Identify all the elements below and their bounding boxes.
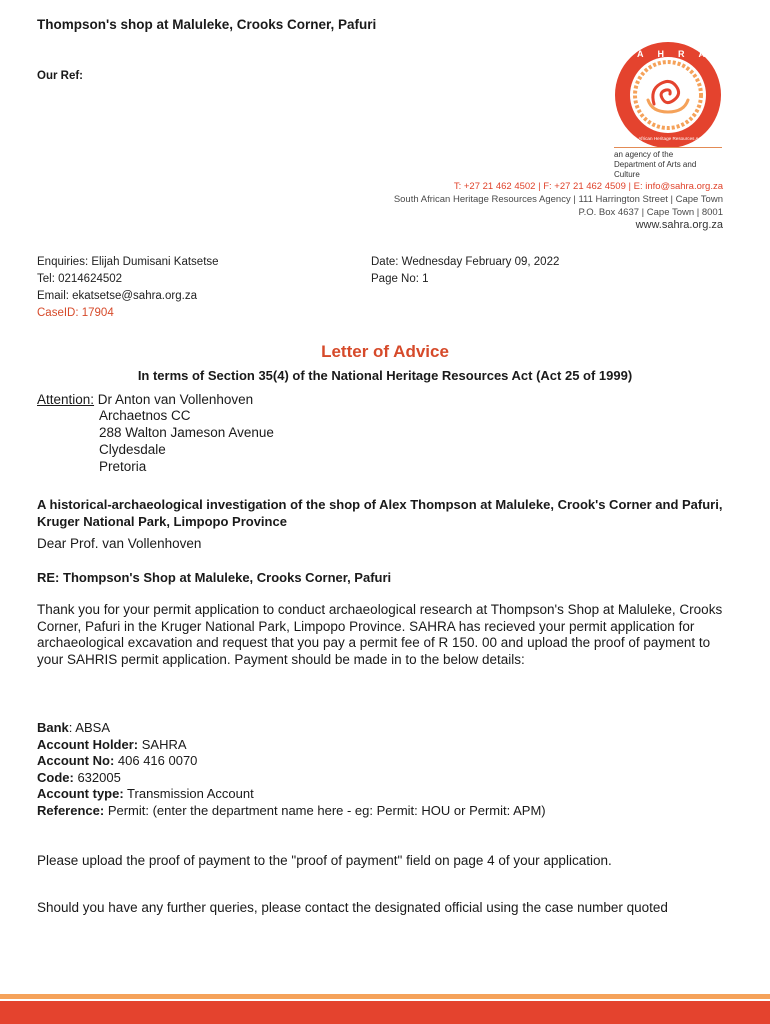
address-line: 288 Walton Jameson Avenue — [99, 425, 274, 440]
agency-line-2: Department of Arts and Culture — [614, 160, 697, 179]
bank-value: SAHRA — [138, 736, 187, 752]
bank-value: 632005 — [73, 769, 121, 785]
bank-row — [37, 803, 546, 820]
bank-row — [37, 737, 546, 754]
body-paragraph-3: Should you have any further queries, please contact the designated official using the case number quoted — [37, 900, 668, 915]
salutation: Dear Prof. van Vollenhoven — [37, 536, 202, 551]
bank-value: Permit: (enter the department name here - eg: Permit: HOU or Permit: APM) — [104, 802, 546, 818]
date-line: Date: Wednesday February 09, 2022 — [371, 256, 560, 268]
attention-name: Dr Anton van Vollenhoven — [94, 392, 254, 407]
logo-inner-disc — [630, 57, 706, 133]
logo-inner-text: South African Heritage Resources Agency — [625, 136, 711, 141]
bank-label: Bank — [37, 720, 69, 735]
bank-value: Transmission Account — [123, 786, 254, 801]
address-line: Archaetnos CC — [99, 408, 191, 423]
sahra-logo — [608, 40, 728, 150]
letter-subtitle: In terms of Section 35(4) of the National Heritage Resources Act (Act 25 of 1999) — [137, 368, 633, 383]
bank-label: Account type: — [37, 786, 124, 801]
our-ref-label: Our Ref: — [37, 70, 83, 82]
letter-title: Letter of Advice — [321, 342, 449, 361]
email-line[interactable]: Email: ekatsetse@sahra.org.za — [37, 290, 197, 302]
bank-label: Code: — [37, 769, 74, 785]
bank-details — [37, 720, 546, 819]
document-header-title: Thompson's shop at Maluleke, Crooks Corner, Pafuri — [37, 17, 377, 32]
address-line: Clydesdale — [99, 442, 166, 457]
bank-row — [37, 786, 546, 803]
footer-stripe-dark — [0, 1001, 770, 1024]
agency-line-1: an agency of the — [614, 150, 674, 159]
footer-stripe-light — [0, 994, 770, 999]
bank-value: 406 416 0070 — [114, 753, 198, 768]
bank-value: : ABSA — [68, 720, 110, 735]
contact-phones — [303, 181, 723, 192]
body-paragraph-2: Please upload the proof of payment to the "proof of payment" field on page 4 of your application. — [37, 853, 612, 868]
address-line: Pretoria — [99, 459, 147, 474]
attention-label: Attention: — [37, 392, 95, 407]
contact-phones-text: T: +27 21 462 4502 | F: +27 21 462 4509 | E: info@sahra.org.za — [453, 181, 723, 192]
attention-line — [37, 391, 253, 408]
bank-row — [37, 770, 546, 787]
logo-ring-text: SAHRA — [616, 49, 720, 59]
agency-divider — [614, 147, 722, 148]
page-number: Page No: 1 — [371, 273, 429, 285]
contact-address-1: South African Heritage Resources Agency | 111 Harrington Street | Cape Town — [393, 194, 723, 205]
case-id: CaseID: 17904 — [37, 307, 114, 319]
website-link[interactable]: www.sahra.org.za — [635, 219, 723, 231]
body-paragraph-1: Thank you for your permit application to conduct archaeological research at Thompson's Shop at Maluleke, Crooks Corner, Pafuri in the Kruger National Park, Limpopo Province. SAHRA has recieved your permit application for archaeological excavation and request that you pay a permit fee of R 150. 00 and upload the proof of payment to your SAHRIS permit application. Payment should be made in to the below details: — [37, 602, 723, 667]
agency-statement — [614, 150, 722, 180]
contact-address-2: P.O. Box 4637 | Cape Town | 8001 — [578, 207, 723, 218]
bank-label: Reference: — [37, 802, 105, 818]
bank-row — [37, 720, 546, 737]
bank-label: Account Holder: — [37, 736, 139, 752]
tel-line: Tel: 0214624502 — [37, 273, 123, 285]
enquiries-line: Enquiries: Elijah Dumisani Katsetse — [37, 256, 219, 268]
re-line: RE: Thompson's Shop at Maluleke, Crooks Corner, Pafuri — [37, 570, 392, 585]
bank-row — [37, 753, 546, 770]
project-title: A historical-archaeological investigation of the shop of Alex Thompson at Maluleke, Crook's Corner and Pafuri, Kruger National Park, Limpopo Province — [37, 497, 723, 529]
bank-label: Account No: — [37, 753, 115, 768]
